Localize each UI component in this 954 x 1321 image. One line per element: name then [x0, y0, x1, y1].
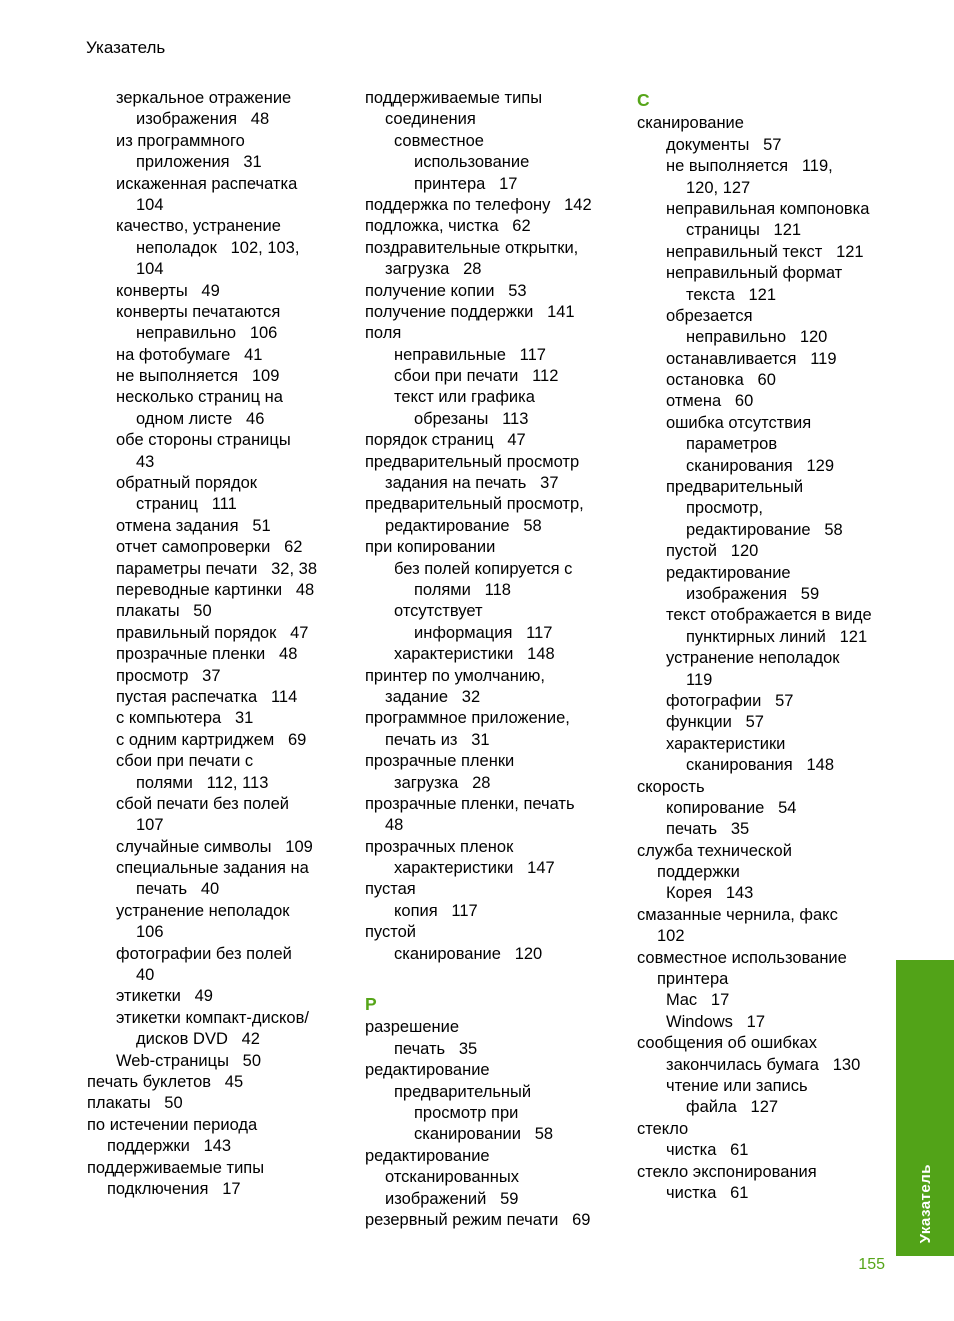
index-line: печать 35	[666, 820, 750, 839]
index-line: сканирование 120	[394, 944, 543, 963]
index-line: изображений 59	[385, 1189, 519, 1208]
index-line: пунктирных линий 121	[686, 627, 868, 646]
index-line: поддерживаемые типы	[87, 1158, 265, 1177]
index-line: при копировании	[365, 538, 496, 557]
index-line: зеркальное отражение	[116, 89, 292, 107]
index-line: редактирование 58	[385, 516, 542, 535]
index-line: подключения 17	[107, 1179, 241, 1198]
index-line: полями 112, 113	[136, 773, 269, 792]
index-line: с компьютера 31	[116, 709, 254, 728]
index-line: предварительный просмотр,	[365, 495, 584, 514]
index-line: загрузка 28	[385, 260, 482, 279]
index-line: пустая	[365, 880, 416, 899]
index-line: файла 127	[686, 1098, 779, 1117]
index-line: текст отображается в виде	[666, 606, 872, 625]
index-line: служба технической	[637, 841, 792, 860]
index-line: конверты печатаются	[116, 302, 281, 321]
index-line: обрезаны 113	[414, 409, 529, 428]
index-line: копия 117	[394, 901, 478, 920]
index-line: 102	[657, 927, 685, 946]
index-line: фотографии без полей	[116, 944, 292, 963]
index-line: приложения 31	[136, 153, 262, 172]
index-line: редактирование 58	[686, 520, 843, 539]
index-line: функции 57	[666, 713, 764, 732]
index-line: правильный порядок 47	[116, 623, 309, 642]
index-line: неправильные 117	[394, 345, 546, 364]
index-line: печать 35	[394, 1039, 478, 1058]
index-line: этикетки 49	[116, 987, 213, 1006]
index-column-3	[637, 88, 919, 1204]
index-line: прозрачных пленок	[365, 837, 514, 856]
index-line: 104	[136, 260, 164, 279]
index-line: характеристики 147	[394, 859, 555, 878]
index-line: несколько страниц на	[116, 388, 283, 407]
index-line: плакаты 50	[116, 602, 212, 621]
index-line: порядок страниц 47	[365, 431, 526, 450]
index-line: на фотобумаге 41	[116, 345, 263, 364]
index-line: полями 118	[414, 580, 511, 599]
index-line: редактирование	[666, 563, 791, 582]
index-line: стекло	[637, 1119, 689, 1138]
index-line: просмотр,	[686, 499, 764, 518]
index-line: предварительный	[666, 478, 804, 497]
index-line: Web-страницы 50	[116, 1051, 262, 1070]
index-line: 104	[136, 195, 164, 214]
index-line: не выполняется 109	[116, 367, 280, 386]
index-line: стекло экспонирования	[637, 1162, 817, 1181]
index-line: характеристики	[666, 734, 786, 753]
index-line: этикетки компакт-дисков/	[116, 1008, 309, 1027]
index-line: поля	[365, 324, 402, 343]
index-line: неправильный формат	[666, 264, 843, 283]
index-section-letter: С	[637, 90, 650, 110]
index-line: сканирование	[637, 114, 744, 133]
index-line: специальные задания на	[116, 859, 309, 878]
index-line: неправильно 120	[686, 328, 828, 347]
index-line: отмена задания 51	[116, 516, 271, 535]
index-line: фотографии 57	[666, 691, 794, 710]
index-line: 107	[136, 816, 164, 835]
index-line: закончилась бумага 130	[666, 1055, 861, 1074]
index-line: характеристики 148	[394, 645, 555, 664]
index-line: редактирование	[365, 1146, 490, 1165]
index-line: принтер по умолчанию,	[365, 666, 545, 685]
index-line: поддержки	[657, 863, 740, 882]
index-line: качество, устранение	[116, 217, 281, 236]
index-line: ошибка отсутствия	[666, 413, 812, 432]
index-line: копирование 54	[666, 798, 797, 817]
index-line: прозрачные пленки	[365, 752, 515, 771]
index-line: чистка 61	[666, 1183, 749, 1202]
index-line: 43	[136, 452, 155, 471]
index-section-letter: Р	[365, 994, 377, 1015]
index-line: неправильно 106	[136, 324, 278, 343]
index-line: по истечении периода	[87, 1115, 258, 1134]
index-line: принтера	[657, 970, 729, 989]
index-line: отсутствует	[394, 602, 483, 621]
index-line: совместное использование	[637, 948, 847, 967]
index-line: 120, 127	[686, 178, 751, 197]
index-line: не выполняется 119,	[666, 157, 833, 176]
index-line: обе стороны страницы	[116, 431, 291, 450]
index-line: страницы 121	[686, 221, 802, 240]
index-line: сканировании 58	[414, 1125, 554, 1144]
chapter-tab-label: Указатель	[916, 1163, 934, 1243]
index-line: устранение неполадок	[116, 901, 290, 920]
index-line: сканирования 129	[686, 456, 834, 475]
index-line: поддержки 143	[107, 1137, 232, 1156]
index-line: печать буклетов 45	[87, 1072, 244, 1091]
index-line: 40	[136, 966, 155, 985]
index-line: просмотр 37	[116, 666, 221, 685]
index-line: принтера 17	[414, 174, 518, 193]
index-line: текста 121	[686, 285, 777, 304]
index-line: использование	[414, 153, 530, 172]
index-line: страниц 111	[136, 495, 237, 514]
index-line: предварительный	[394, 1082, 532, 1101]
index-line: обрезается	[666, 306, 753, 325]
index-line: пустой	[365, 923, 417, 942]
index-line: дисков DVD 42	[136, 1030, 260, 1049]
index-line: неполадок 102, 103,	[136, 238, 300, 257]
index-line: отсканированных	[385, 1168, 519, 1187]
index-line: задания на печать 37	[385, 474, 559, 493]
index-line: остановка 60	[666, 371, 776, 390]
index-line: параметры печати 32, 38	[116, 559, 317, 578]
index-line: Mac 17	[666, 991, 730, 1010]
index-line: сбой печати без полей	[116, 794, 290, 813]
index-line: сообщения об ошибках	[637, 1034, 817, 1053]
index-line: текст или графика	[394, 388, 535, 407]
index-line: неправильный текст 121	[666, 242, 864, 261]
index-line: чтение или запись	[666, 1076, 808, 1095]
index-line: устранение неполадок	[666, 649, 840, 668]
index-line: Корея 143	[666, 884, 754, 903]
index-line: разрешение	[365, 1018, 460, 1037]
index-line: Windows 17	[666, 1012, 766, 1031]
index-line: смазанные чернила, факс	[637, 905, 838, 924]
index-line: поддержка по телефону 142	[365, 195, 592, 214]
index-line: пустой 120	[666, 542, 759, 561]
index-line: соединения	[385, 110, 476, 129]
index-line: из программного	[116, 131, 245, 150]
index-line: неправильная компоновка	[666, 199, 870, 218]
index-line: подложка, чистка 62	[365, 217, 531, 236]
index-line: резервный режим печати 69	[365, 1210, 591, 1229]
index-line: поддерживаемые типы	[365, 89, 543, 107]
index-column-2	[365, 88, 647, 1231]
index-line: без полей копируется с	[394, 559, 573, 578]
index-line: останавливается 119	[666, 349, 837, 368]
index-line: предварительный просмотр	[365, 452, 580, 471]
index-line: просмотр при	[414, 1103, 519, 1122]
index-line: искаженная распечатка	[116, 174, 298, 193]
index-line: информация 117	[414, 623, 553, 642]
index-line: сбои при печати 112	[394, 367, 559, 386]
index-line: плакаты 50	[87, 1094, 183, 1113]
chapter-tab	[896, 960, 954, 1256]
page-number: 155	[858, 1256, 885, 1273]
index-line: 48	[385, 816, 404, 835]
index-line: сбои при печати с	[116, 752, 254, 771]
index-line: прозрачные пленки 48	[116, 645, 298, 664]
index-line: 106	[136, 923, 164, 942]
index-line: загрузка 28	[394, 773, 491, 792]
index-line: с одним картриджем 69	[116, 730, 307, 749]
index-line: программное приложение,	[365, 709, 570, 728]
index-column-1	[87, 88, 369, 1200]
index-line: переводные картинки 48	[116, 580, 315, 599]
index-line: случайные символы 109	[116, 837, 313, 856]
index-line: печать 40	[136, 880, 220, 899]
index-line: получение поддержки 141	[365, 302, 575, 321]
index-line: задание 32	[385, 687, 481, 706]
index-line: скорость	[637, 777, 705, 796]
index-line: изображения 48	[136, 110, 270, 129]
index-line: прозрачные пленки, печать	[365, 794, 575, 813]
index-line: обратный порядок	[116, 474, 258, 493]
index-line: получение копии 53	[365, 281, 527, 300]
index-line: 119	[686, 670, 713, 689]
index-line: редактирование	[365, 1061, 490, 1080]
index-line: сканирования 148	[686, 756, 834, 775]
index-line: чистка 61	[666, 1141, 749, 1160]
index-line: конверты 49	[116, 281, 220, 300]
index-line: изображения 59	[686, 584, 820, 603]
index-line: отмена 60	[666, 392, 754, 411]
index-line: совместное	[394, 131, 484, 150]
index-line: отчет самопроверки 62	[116, 538, 303, 557]
page-title: Указатель	[86, 38, 166, 57]
index-line: одном листе 46	[136, 409, 265, 428]
index-line: печать из 31	[385, 730, 490, 749]
index-line: пустая распечатка 114	[116, 687, 298, 706]
index-line: поздравительные открытки,	[365, 238, 579, 257]
index-line: параметров	[686, 435, 778, 454]
index-line: документы 57	[666, 135, 782, 154]
